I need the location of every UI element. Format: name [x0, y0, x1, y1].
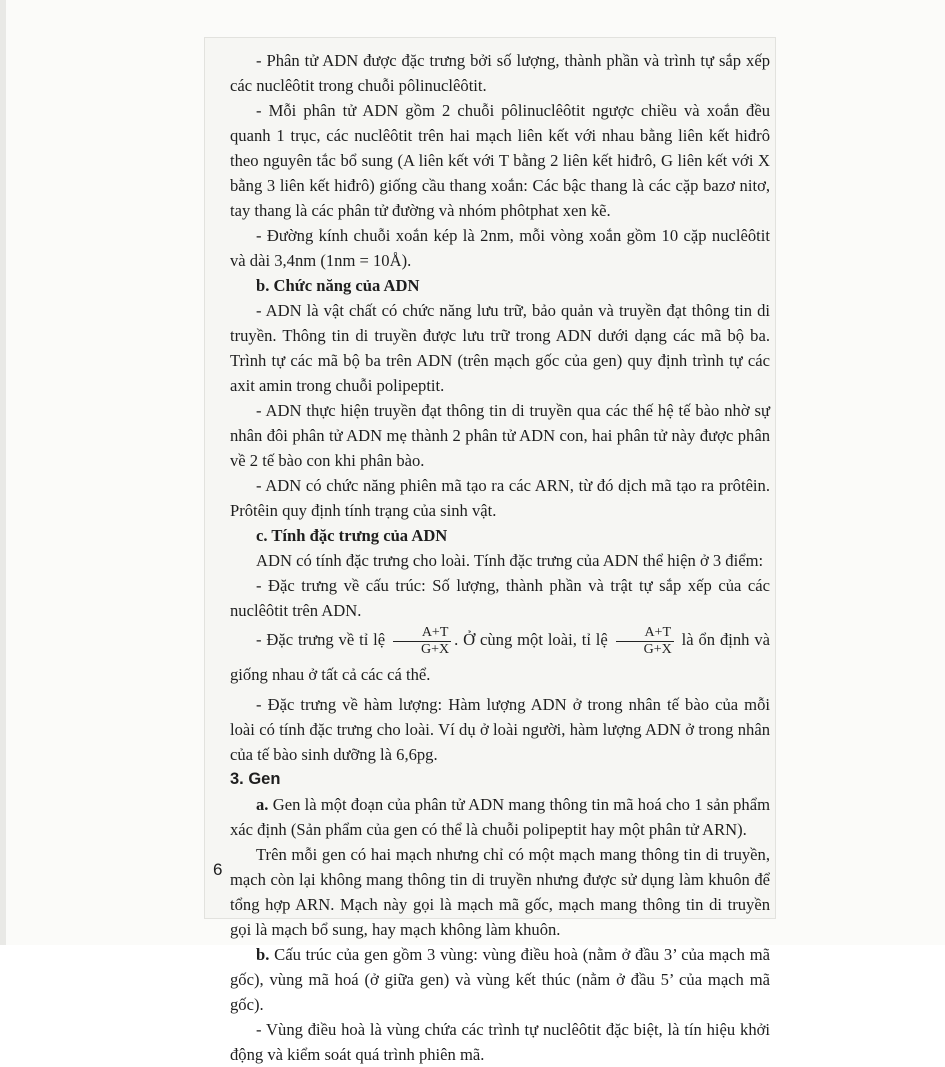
ratio-numerator-2: A+T — [616, 625, 674, 642]
section-title-gen: 3. Gen — [230, 769, 281, 788]
page-number: 6 — [213, 860, 223, 879]
paragraph-specificity-structure: - Đặc trưng về cấu trúc: Số lượng, thành phần và trật tự sắp xếp của các nuclêôtit trên ADN. — [230, 576, 770, 620]
ratio-middle: . Ở cùng một loài, tỉ lệ — [454, 630, 608, 649]
book-page — [205, 38, 775, 1064]
paragraph-function-transmission: - ADN thực hiện truyền đạt thông tin di truyền qua các thế hệ tế bào nhờ sự nhân đôi phân tử ADN mẹ thành 2 phân tử ADN con, hai phân tử này được phân về 2 tế bào con khi phân bào. — [230, 401, 770, 470]
page-edge — [0, 0, 6, 945]
ratio-denominator-1: G+X — [421, 641, 450, 657]
paragraph-specificity-ratio — [230, 623, 770, 692]
paragraph-gen-structure — [230, 942, 770, 1017]
heading-function: b. Chức năng của ADN — [256, 276, 420, 295]
paragraph-function-storage: - ADN là vật chất có chức năng lưu trữ, bảo quản và truyền đạt thông tin di truyền. Thông tin di truyền được lưu trữ trong ADN dưới dạng các mã bộ ba. Trình tự các mã bộ ba trên ADN (trên mạch gốc của gen) quy định trình tự các axit amin trong chuỗi polipeptit. — [230, 301, 770, 395]
ratio-suffix: là ổn định và giống nhau ở tất cả các cá thể. — [230, 630, 770, 684]
paragraph-adn-characteristics: - Phân tử ADN được đặc trưng bởi số lượng, thành phần và trình tự sắp xếp các nuclêôtit trong chuỗi pôlinuclêôtit. — [230, 51, 770, 95]
paragraph-adn-structure: - Mỗi phân tử ADN gồm 2 chuỗi pôlinuclêôtit ngược chiều và xoắn đều quanh 1 trục, các nuclêôtit trên hai mạch liên kết với nhau bằng liên kết hiđrô theo nguyên tắc bổ sung (A liên kết với T bằng 2 liên kết hiđrô, G liên kết với X bằng 3 liên kết hiđrô) giống cầu thang xoắn: Các bậc thang là các cặp bazơ nitơ, tay thang là các phân tử đường và nhóm phôtphat xen kẽ. — [230, 101, 770, 220]
gen-b-label: b. — [256, 944, 270, 964]
page-content — [230, 48, 770, 1067]
heading-specificity: c. Tính đặc trưng của ADN — [256, 526, 448, 545]
ratio-fraction-2 — [616, 625, 674, 658]
ratio-denominator-2: G+X — [643, 641, 672, 657]
ratio-prefix: - Đặc trưng về tỉ lệ — [256, 630, 386, 649]
paragraph-gen-strands: Trên mỗi gen có hai mạch nhưng chỉ có một mạch mang thông tin di truyền, mạch còn lại không mang thông tin di truyền nhưng được sử dụng làm khuôn để tổng hợp ARN. Mạch này gọi là mạch mã gốc, mạch mang thông tin di truyền gọi là mạch bổ sung, hay mạch không làm khuôn. — [230, 844, 770, 939]
paragraph-specificity-content: - Đặc trưng về hàm lượng: Hàm lượng ADN ở trong nhân tế bào của mỗi loài có tính đặc trưng cho loài. Ví dụ ở loài người, hàm lượng ADN ở trong nhân của tế bào sinh dưỡng là 6,6pg. — [230, 694, 770, 764]
paragraph-function-transcription: - ADN có chức năng phiên mã tạo ra các ARN, từ đó dịch mã tạo ra prôtêin. Prôtêin quy định tính trạng của sinh vật. — [230, 476, 770, 520]
ratio-fraction-1 — [393, 625, 451, 658]
paragraph-adn-diameter: - Đường kính chuỗi xoắn kép là 2nm, mỗi vòng xoắn gồm 10 cặp nuclêôtit và dài 3,4nm (1nm = 10Å). — [230, 226, 770, 270]
paragraph-specificity-intro: ADN có tính đặc trưng cho loài. Tính đặc trưng của ADN thể hiện ở 3 điểm: — [256, 551, 764, 570]
paragraph-gen-regulatory: - Vùng điều hoà là vùng chứa các trình tự nuclêôtit đặc biệt, là tín hiệu khởi động và kiểm soát quá trình phiên mã. — [230, 1019, 770, 1064]
paragraph-gen-definition — [230, 792, 770, 842]
gen-a-label: a. — [256, 794, 269, 814]
gen-b-text: Cấu trúc của gen gồm 3 vùng: vùng điều hoà (nằm ở đầu 3’ của mạch mã gốc), vùng mã hoá (ở giữa gen) và vùng kết thúc (nằm ở đầu 5’ của mạch mã gốc). — [230, 944, 770, 1014]
gen-a-text: Gen là một đoạn của phân tử ADN mang thông tin mã hoá cho 1 sản phẩm xác định (Sản phẩm của gen có thể là chuỗi polipeptit hay một phân tử ARN). — [230, 794, 770, 839]
ratio-numerator-1: A+T — [393, 625, 451, 642]
